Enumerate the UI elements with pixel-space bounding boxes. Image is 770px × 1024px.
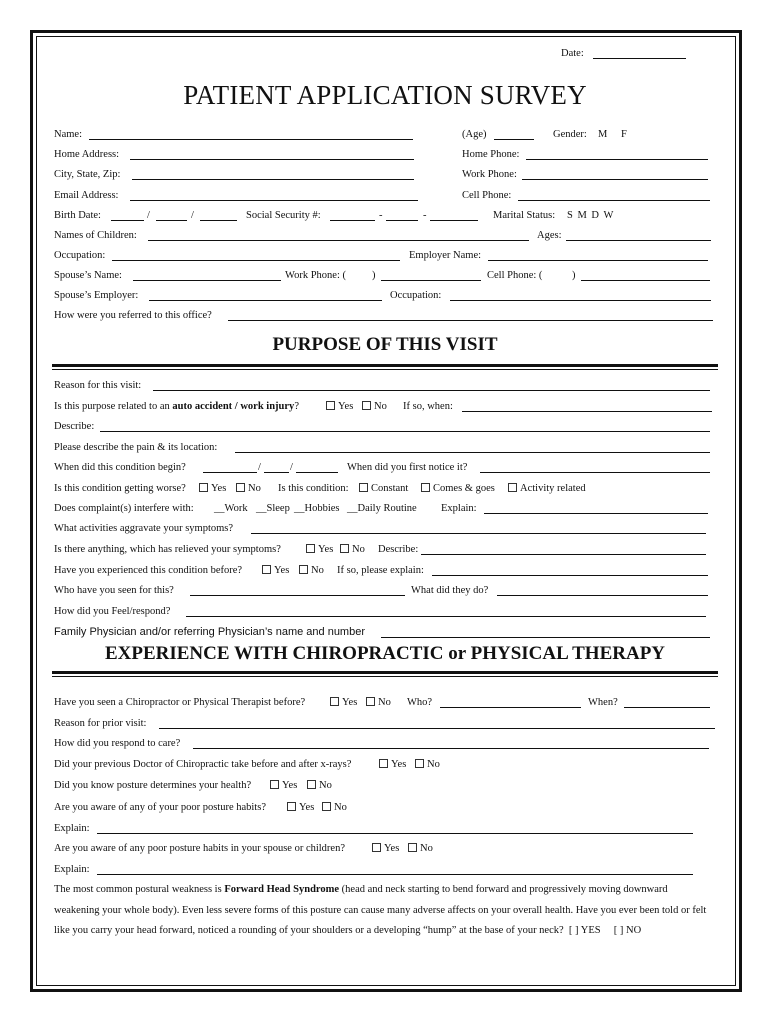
spouse-habits-yes-option[interactable]: Yes (368, 842, 399, 855)
related-yes-option[interactable]: Yes (322, 400, 353, 413)
when-field[interactable] (624, 707, 710, 708)
spouse-employer-field[interactable] (149, 300, 382, 301)
work-phone-label: Work Phone: (462, 169, 517, 180)
describe-field[interactable] (100, 431, 710, 432)
describe-label: Describe: (54, 421, 95, 432)
checkbox-icon[interactable] (372, 843, 381, 852)
checkbox-icon[interactable] (236, 483, 245, 492)
employer-label: Employer Name: (409, 250, 482, 261)
experienced-no-option[interactable]: No (295, 564, 324, 577)
birth-date-label: Birth Date: (54, 210, 101, 221)
interfere-work-option[interactable]: __Work (214, 503, 248, 514)
who-label: Who? (407, 697, 433, 708)
birth-month-field[interactable] (111, 220, 144, 221)
referred-field[interactable] (228, 320, 713, 321)
gender-m-option[interactable]: M (598, 129, 608, 140)
ssn-part3-field[interactable] (430, 220, 478, 221)
ssn-part2-field[interactable] (386, 220, 418, 221)
interfere-label: Does complaint(s) interfere with: (54, 503, 194, 514)
checkbox-icon[interactable] (199, 483, 208, 492)
experience-rule (52, 671, 718, 674)
family-physician-label: Family Physician and/or referring Physician’s name and number (54, 626, 365, 638)
spouse-cell-field[interactable] (581, 280, 710, 281)
xrays-yes-option[interactable]: Yes (375, 758, 406, 771)
seen-before-no-option[interactable]: No (362, 696, 391, 709)
interfere-explain-label: Explain: (441, 503, 477, 514)
relieved-yes-option[interactable]: Yes (302, 543, 333, 556)
page-title: PATIENT APPLICATION SURVEY (183, 80, 587, 110)
marital-options[interactable]: S M D W (567, 210, 614, 221)
who-field[interactable] (440, 707, 581, 708)
feel-field[interactable] (186, 616, 706, 617)
age-label: (Age) (462, 129, 487, 140)
what-did-label: What did they do? (411, 585, 489, 596)
if-so-when-label: If so, when: (403, 401, 453, 412)
poor-habits-label: Are you aware of any of your poor posture habits? (54, 802, 266, 813)
email-label: Email Address: (54, 190, 119, 201)
posture-no-option[interactable]: No (303, 779, 332, 792)
children-label: Names of Children: (54, 230, 137, 241)
purpose-rule (52, 364, 718, 367)
marital-label: Marital Status: (493, 210, 556, 221)
experienced-yes-option[interactable]: Yes (258, 564, 289, 577)
ages-label: Ages: (537, 230, 562, 241)
respond-label: How did you respond to care? (54, 738, 181, 749)
name-field[interactable] (89, 139, 413, 140)
city-label: City, State, Zip: (54, 169, 121, 180)
interfere-sleep-option[interactable]: __Sleep (256, 503, 290, 514)
spouse-work-phone-label: Work Phone: ( (285, 270, 346, 281)
interfere-routine-option[interactable]: __Daily Routine (347, 503, 417, 514)
checkbox-icon[interactable] (307, 780, 316, 789)
spouse-occupation-field[interactable] (450, 300, 711, 301)
spouse-name-field[interactable] (133, 280, 281, 281)
interfere-explain-field[interactable] (484, 513, 708, 514)
forward-head-yes-option[interactable]: [ ] YES (568, 925, 601, 936)
checkbox-icon[interactable] (262, 565, 271, 574)
relieved-describe-field[interactable] (421, 554, 706, 555)
related-no-option[interactable]: No (358, 400, 387, 413)
explain2-label: Explain: (54, 864, 90, 875)
seen-label: Who have you seen for this? (54, 585, 174, 596)
pain-field[interactable] (235, 452, 710, 453)
spouse-employer-label: Spouse’s Employer: (54, 290, 139, 301)
forward-head-paragraph: The most common postural weakness is Forward Head Syndrome (head and neck starting to bend forward and progressively moving downward weakening your whole body). Even less severe forms of this posture can cause many adverse affects on your overall health. Have you ever been told or felt like you carry your head forward, noticed a rounding of your shoulders or a developing “hump” at the base of your neck? [ ] YES [ ] NO (54, 884, 707, 936)
feel-label: How did you Feel/respond? (54, 606, 171, 617)
occupation-field[interactable] (112, 260, 400, 261)
spouse-habits-label: Are you aware of any poor posture habits in your spouse or children? (54, 843, 346, 854)
home-phone-field[interactable] (526, 159, 708, 160)
reason-field[interactable] (153, 390, 710, 391)
when-label: When? (588, 697, 618, 708)
experienced-label: Have you experienced this condition before? (54, 565, 243, 576)
pain-label: Please describe the pain & its location: (54, 442, 218, 453)
gender-f-option[interactable]: F (621, 129, 627, 140)
birth-day-field[interactable] (156, 220, 187, 221)
explain2-field[interactable] (97, 874, 693, 875)
relieved-label: Is there anything, which has relieved your symptoms? (54, 544, 281, 555)
prior-reason-field[interactable] (159, 728, 715, 729)
family-physician-field[interactable] (381, 637, 710, 638)
reason-label: Reason for this visit: (54, 380, 142, 391)
worse-yes-option[interactable]: Yes (195, 482, 226, 495)
cell-phone-field[interactable] (518, 200, 710, 201)
ssn-part1-field[interactable] (330, 220, 375, 221)
purpose-rule-thin (52, 369, 718, 370)
checkbox-icon[interactable] (508, 483, 517, 492)
if-so-explain-label: If so, please explain: (337, 565, 424, 576)
explain-label: Explain: (54, 823, 90, 834)
began-month-field[interactable] (203, 472, 257, 473)
xrays-label: Did your previous Doctor of Chiropractic take before and after x-rays? (54, 759, 352, 770)
worse-no-option[interactable]: No (232, 482, 261, 495)
activity-related-option[interactable]: Activity related (504, 482, 586, 495)
checkbox-icon[interactable] (421, 483, 430, 492)
first-notice-field[interactable] (480, 472, 710, 473)
spouse-occupation-label: Occupation: (390, 290, 442, 301)
spouse-cell-label: Cell Phone: ( (487, 270, 543, 281)
birth-year-field[interactable] (200, 220, 237, 221)
comes-goes-option[interactable]: Comes & goes (417, 482, 495, 495)
checkbox-icon[interactable] (340, 544, 349, 553)
referred-label: How were you referred to this office? (54, 310, 212, 321)
purpose-heading: PURPOSE OF THIS VISIT (272, 334, 498, 355)
checkbox-icon[interactable] (362, 401, 371, 410)
cell-phone-label: Cell Phone: (462, 190, 512, 201)
poor-habits-yes-option[interactable]: Yes (283, 801, 314, 814)
poor-habits-no-option[interactable]: No (318, 801, 347, 814)
ages-field[interactable] (566, 240, 711, 241)
home-address-field[interactable] (130, 159, 414, 160)
posture-label: Did you know posture determines your health? (54, 780, 252, 791)
checkbox-icon[interactable] (408, 843, 417, 852)
city-field[interactable] (132, 179, 414, 180)
spouse-work-phone-field[interactable] (381, 280, 481, 281)
aggravate-field[interactable] (251, 533, 706, 534)
seen-field[interactable] (190, 595, 405, 596)
what-did-field[interactable] (497, 595, 708, 596)
first-notice-label: When did you first notice it? (347, 462, 468, 473)
checkbox-icon[interactable] (322, 802, 331, 811)
xrays-no-option[interactable]: No (411, 758, 440, 771)
employer-field[interactable] (488, 260, 708, 261)
prior-reason-label: Reason for prior visit: (54, 718, 147, 729)
checkbox-icon[interactable] (330, 697, 339, 706)
ssn-label: Social Security #: (246, 210, 321, 221)
explain-field[interactable] (97, 833, 693, 834)
relieved-no-option[interactable]: No (336, 543, 365, 556)
children-field[interactable] (148, 240, 529, 241)
checkbox-icon[interactable] (359, 483, 368, 492)
forward-head-no-option[interactable]: [ ] NO (613, 925, 642, 936)
spouse-habits-no-option[interactable]: No (404, 842, 433, 855)
spouse-name-label: Spouse’s Name: (54, 270, 122, 281)
seen-before-label: Have you seen a Chiropractor or Physical Therapist before? (54, 697, 306, 708)
home-address-label: Home Address: (54, 149, 120, 160)
occupation-label: Occupation: (54, 250, 106, 261)
began-day-field[interactable] (264, 472, 289, 473)
posture-yes-option[interactable]: Yes (266, 779, 297, 792)
checkbox-icon[interactable] (306, 544, 315, 553)
began-year-field[interactable] (296, 472, 338, 473)
related-question: Is this purpose related to an auto accident / work injury? (54, 401, 299, 412)
respond-field[interactable] (193, 748, 709, 749)
date-field[interactable] (593, 58, 686, 59)
gender-label: Gender: (553, 129, 587, 140)
began-label: When did this condition begin? (54, 462, 186, 473)
relieved-describe-label: Describe: (378, 544, 419, 555)
checkbox-icon[interactable] (287, 802, 296, 811)
experience-heading: EXPERIENCE WITH CHIROPRACTIC or PHYSICAL THERAPY (104, 643, 666, 664)
seen-before-yes-option[interactable]: Yes (326, 696, 357, 709)
date-label: Date: (561, 48, 584, 59)
name-label: Name: (54, 129, 82, 140)
is-condition-label: Is this condition: (278, 483, 349, 494)
checkbox-icon[interactable] (379, 759, 388, 768)
checkbox-icon[interactable] (366, 697, 375, 706)
constant-option[interactable]: Constant (355, 482, 408, 495)
if-so-when-field[interactable] (462, 411, 712, 412)
email-field[interactable] (130, 200, 418, 201)
interfere-hobbies-option[interactable]: __Hobbies (294, 503, 340, 514)
if-so-explain-field[interactable] (432, 575, 708, 576)
work-phone-field[interactable] (522, 179, 708, 180)
experience-rule-thin (52, 676, 718, 677)
checkbox-icon[interactable] (326, 401, 335, 410)
aggravate-label: What activities aggravate your symptoms? (54, 523, 234, 534)
checkbox-icon[interactable] (415, 759, 424, 768)
age-field[interactable] (494, 139, 534, 140)
worse-label: Is this condition getting worse? (54, 483, 186, 494)
home-phone-label: Home Phone: (462, 149, 520, 160)
checkbox-icon[interactable] (270, 780, 279, 789)
checkbox-icon[interactable] (299, 565, 308, 574)
